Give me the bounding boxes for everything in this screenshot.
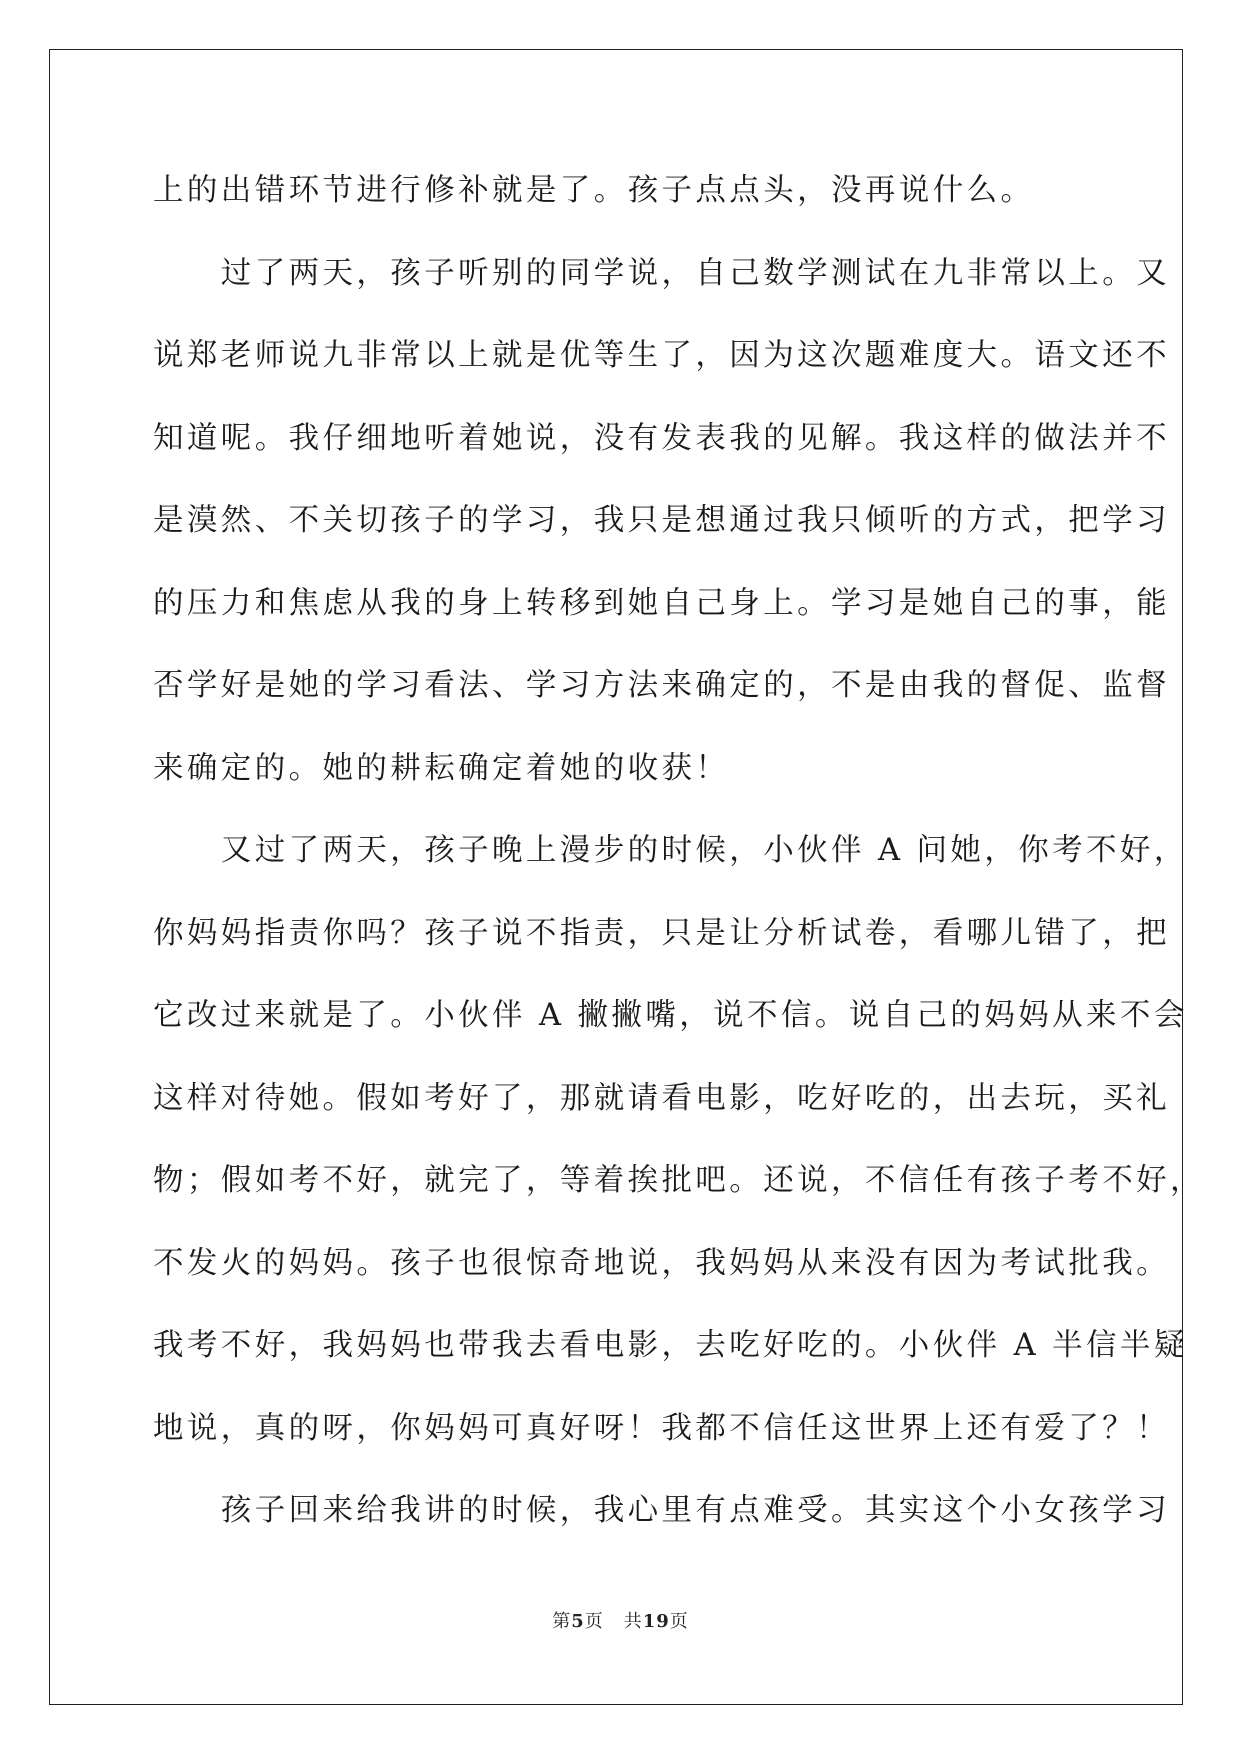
text-line: 知道呢。我仔细地听着她说，没有发表我的见解。我这样的做法并不 [153, 420, 1170, 456]
text-line: 说郑老师说九非常以上就是优等生了，因为这次题难度大。语文还不 [153, 338, 1170, 373]
total-suffix: 页 [669, 1611, 689, 1632]
text-line: 不发火的妈妈。孩子也很惊奇地说，我妈妈从来没有因为考试批我。 [153, 1245, 1170, 1281]
text-line: 的压力和焦虑从我的身上转移到她自己身上。学习是她自己的事，能 [153, 585, 1170, 621]
text-line: 它改过来就是了。小伙伴 A 撇撇嘴，说不信。说自己的妈妈从来不会 [153, 998, 1188, 1033]
text-line: 这样对待她。假如考好了，那就请看电影，吃好吃的，出去玩，买礼 [153, 1080, 1170, 1116]
text-line: 是漠然、不关切孩子的学习，我只是想通过我只倾听的方式，把学习 [153, 503, 1170, 538]
text-line: 我考不好，我妈妈也带我去看电影，去吃好吃的。小伙伴 A 半信半疑 [153, 1328, 1188, 1363]
total-prefix: 共 [623, 1611, 643, 1632]
text-line: 你妈妈指责你吗？孩子说不指责，只是让分析试卷，看哪儿错了，把 [153, 915, 1170, 951]
text-line: 上的出错环节进行修补就是了。孩子点点头，没再说什么。 [153, 173, 1035, 208]
page-suffix: 页 [584, 1611, 604, 1632]
page-prefix: 第 [552, 1611, 572, 1632]
text-line: 又过了两天，孩子晚上漫步的时候，小伙伴 A 问她，你考不好， [153, 833, 1188, 868]
text-line: 物；假如考不好，就完了，等着挨批吧。还说，不信任有孩子考不好， [153, 1163, 1204, 1198]
text-line: 孩子回来给我讲的时候，我心里有点难受。其实这个小女孩学习 [153, 1493, 1170, 1528]
page-number: 5 [571, 1611, 585, 1632]
text-line: 过了两天，孩子听别的同学说，自己数学测试在九非常以上。又 [153, 255, 1170, 291]
text-line: 否学好是她的学习看法、学习方法来确定的，不是由我的督促、监督 [153, 668, 1170, 703]
page-footer [0, 1607, 1241, 1633]
document-body [153, 163, 1204, 1566]
text-line: 地说，真的呀，你妈妈可真好呀！我都不信任这世界上还有爱了？！ [153, 1410, 1170, 1446]
text-line: 来确定的。她的耕耘确定着她的收获！ [153, 750, 730, 786]
total-pages: 19 [642, 1611, 670, 1632]
